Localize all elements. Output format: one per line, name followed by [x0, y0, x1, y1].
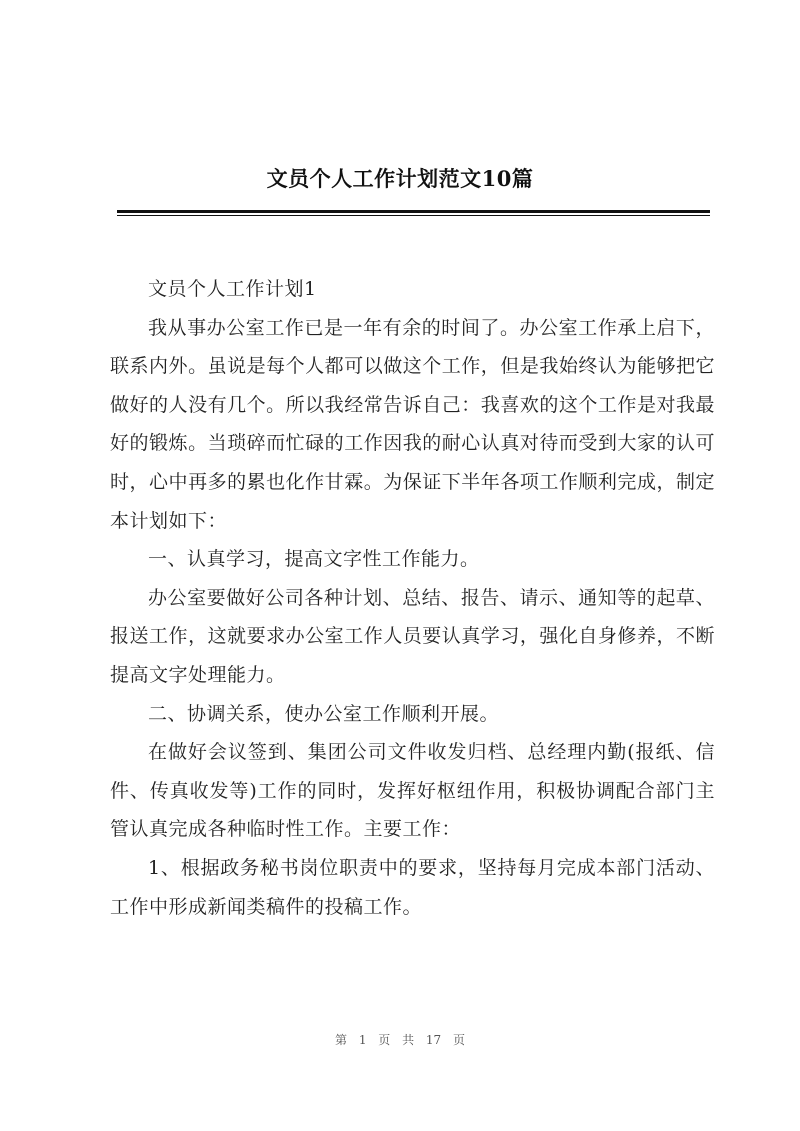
section-heading: 一、认真学习，提高文字性工作能力。	[148, 548, 480, 571]
body-paragraph: 1、根据政务秘书岗位职责中的要求，坚持每月完成本部门活动、工作中形成新闻类稿件的投稿工作。	[110, 856, 715, 918]
title-divider-thin	[117, 215, 710, 216]
document-body	[110, 270, 715, 926]
body-paragraph: 在做好会议签到、集团公司文件收发归档、总经理内勤(报纸、信件、传真收发等)工作的同时，发挥好枢纽作用，积极协调配合部门主管认真完成各种临时性工作。主要工作：	[110, 741, 715, 841]
body-paragraph: 我从事办公室工作已是一年有余的时间了。办公室工作承上启下，联系内外。虽说是每个人都可以做这个工作，但是我始终认为能够把它做好的人没有几个。所以我经常告诉自己：我喜欢的这个工作是对我最好的锻炼。当琐碎而忙碌的工作因我的耐心认真对待而受到大家的认可时，心中再多的累也化作甘霖。为保证下半年各项工作顺利完成，制定本计划如下：	[110, 316, 715, 532]
title-divider	[117, 210, 710, 213]
section-heading: 文员个人工作计划1	[148, 278, 317, 300]
page-number-footer: 第 1 页 共 17 页	[335, 1033, 465, 1047]
document-title: 文员个人工作计划范文10篇	[266, 166, 534, 191]
body-paragraph: 办公室要做好公司各种计划、总结、报告、请示、通知等的起草、报送工作，这就要求办公室工作人员要认真学习，强化自身修养，不断提高文字处理能力。	[110, 586, 715, 686]
section-heading: 二、协调关系，使办公室工作顺利开展。	[148, 702, 500, 725]
